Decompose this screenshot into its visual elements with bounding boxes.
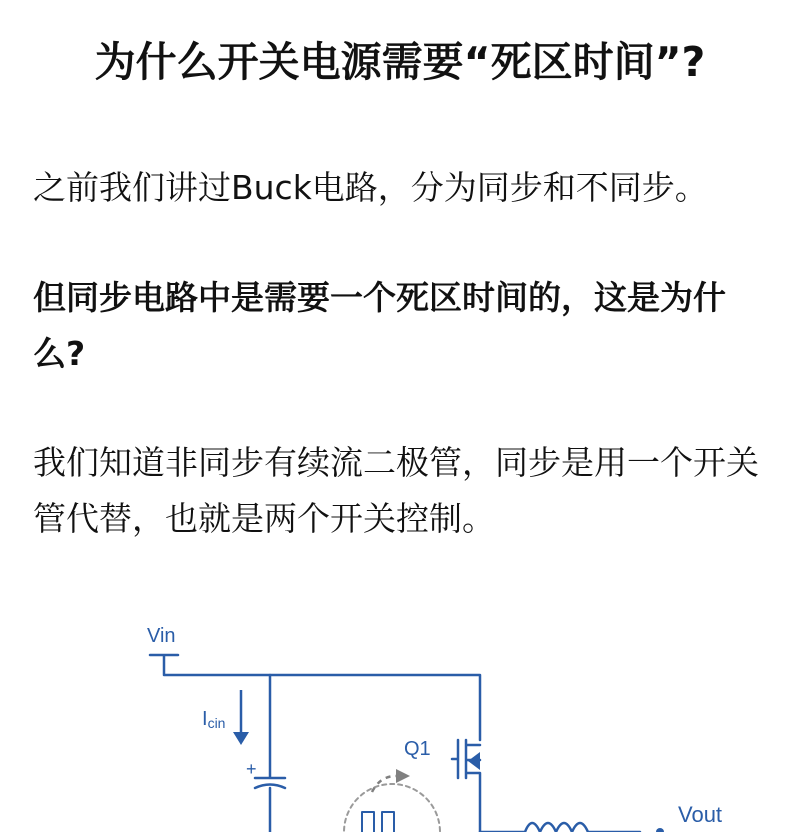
vin-terminal [150,655,480,740]
inductor [480,823,640,832]
icin-label-main: I [202,708,208,730]
paragraph-explanation: 我们知道非同步有续流二极管，同步是用一个开关管代替，也就是两个开关控制。 [33,443,759,538]
vin-label: Vin [147,625,176,647]
paragraph-intro: 之前我们讲过Buck电路，分为同步和不同步。 [33,168,708,207]
vout-node [656,828,664,832]
pwm-driver-circle [344,784,440,832]
pwm-waveform [362,812,394,832]
vout-label: Vout [678,802,723,827]
input-capacitor [255,675,285,832]
capacitor-plus-label: + [246,759,257,779]
icin-label [202,708,225,731]
icin-arrow [233,690,249,745]
q1-label: Q1 [404,738,431,760]
icin-label-sub: cin [207,715,226,731]
article-title: 为什么开关电源需要“死区时间”? [94,38,706,86]
paragraph-question: 但同步电路中是需要一个死区时间的，这是为什么? [33,278,726,373]
buck-circuit-diagram [0,600,800,832]
mosfet-diode-arrow [468,752,480,770]
gate-drive-arrow [372,769,410,792]
mosfet-q1 [452,740,480,832]
